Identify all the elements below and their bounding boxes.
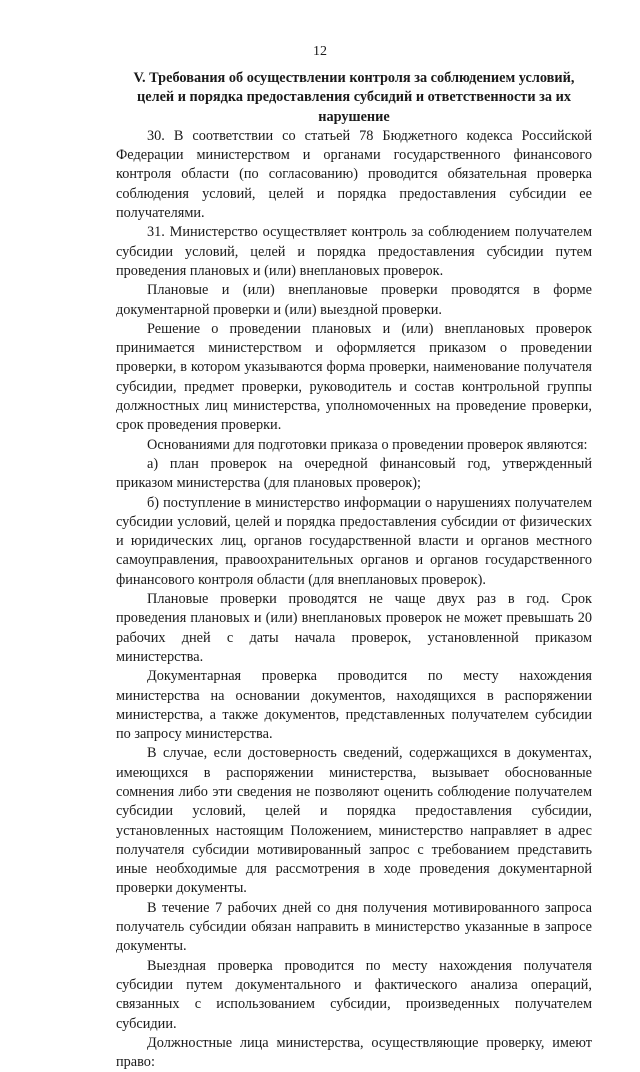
- paragraph-documentary-check: Документарная проверка проводится по месту нахождения министерства на основании документов, находящихся в распоряжении министерства, а также документов, представленных получателем субсидии по запросу министерства.: [116, 668, 592, 743]
- paragraph-onsite-check: Выездная проверка проводится по месту нахождения получателя субсидии путем документального и фактического анализа операций, связанных с использованием субсидии, произведенных получателем субсидии.: [116, 957, 592, 1032]
- paragraph-30: 30. В соответствии со статьей 78 Бюджетного кодекса Российской Федерации министерством и органами государственного финансового контроля области (по согласованию) проводится обязательная проверка соблюдения условий, целей и порядка предоставления субсидии ее получателями.: [116, 127, 592, 222]
- paragraph-check-forms: Плановые и (или) внеплановые проверки проводятся в форме документарной проверки и (или) выездной проверки.: [116, 282, 592, 318]
- paragraph-officials-rights: Должностные лица министерства, осуществляющие проверку, имеют право:: [116, 1034, 592, 1071]
- paragraph-ground-a: а) план проверок на очередной финансовый год, утвержденный приказом министерства (для плановых проверок);: [116, 455, 592, 492]
- paragraph-grounds: Основаниями для подготовки приказа о проведении проверок являются:: [147, 436, 588, 453]
- paragraph-31: 31. Министерство осуществляет контроль за соблюдением получателем субсидии условий, целей и порядка предоставления субсидии путем проведения плановых и (или) внеплановых проверок.: [116, 224, 592, 279]
- section-heading: V. Требования об осуществлении контроля за соблюдением условий, целей и порядка предоставления субсидий и ответственности за их нарушение: [133, 70, 575, 125]
- paragraph-frequency: Плановые проверки проводятся не чаще двух раз в год. Срок проведения плановых и (или) внеплановых проверок не может превышать 20 рабочих дней с даты начала проверок, установленной приказом министерства.: [116, 591, 592, 665]
- paragraph-ground-b: б) поступление в министерство информации о нарушениях получателем субсидии условий, целей и порядка предоставления субсидии от физических и юридических лиц, органов государственной власти и органов местного самоуправления, правоохранительных органов и органов государственного финансового контроля области (для внеплановых проверок).: [116, 494, 592, 588]
- document-body: [116, 69, 592, 1072]
- paragraph-response-deadline: В течение 7 рабочих дней со дня получения мотивированного запроса получатель субсидии обязан направить в министерство указанные в запросе документы.: [116, 899, 592, 955]
- paragraph-decision: Решение о проведении плановых и (или) внеплановых проверок принимается министерством и оформляется приказом о проведении проверки, в котором указываются форма проверки, наименование получателя субсидии, предмет проверки, руководитель и состав контрольной группы должностных лиц министерства, уполномоченных на проведение проверки, срок проведения проверки.: [116, 320, 592, 434]
- paragraph-reasoned-request: В случае, если достоверность сведений, содержащихся в документах, имеющихся в распоряжении министерства, вызывает обоснованные сомнения либо эти сведения не позволяют оценить соблюдение получателем субсидии условий, целей и порядка предоставления субсидии, установленных настоящим Положением, министерство направляет в адрес получателя субсидии мотивированный запрос с требованием представить иные необходимые для рассмотрения в ходе проведения документарной проверки документы.: [116, 745, 592, 897]
- page-number: 12: [313, 44, 327, 59]
